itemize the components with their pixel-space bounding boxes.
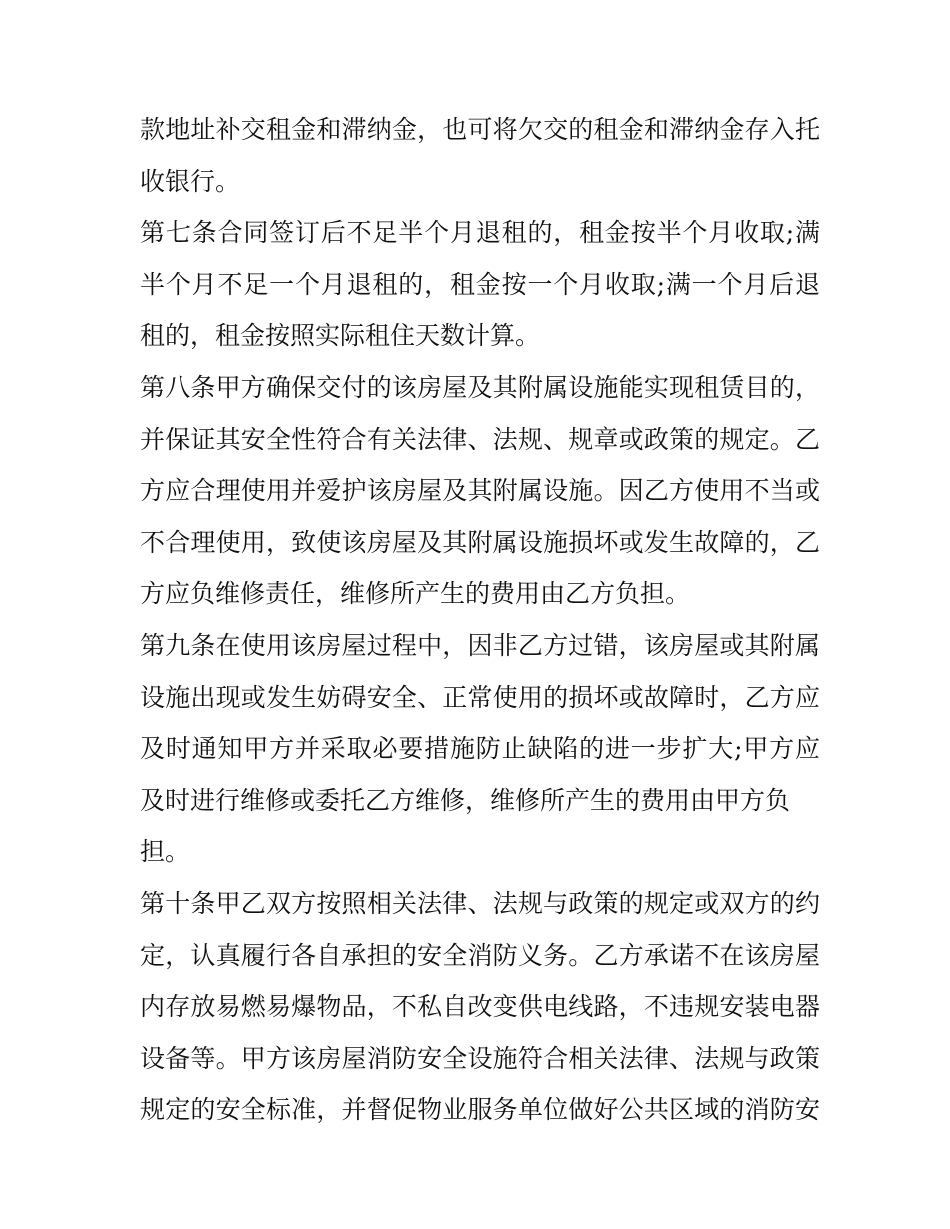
text-line: 及时进行维修或委托乙方维修，维修所产生的费用由甲方负 — [140, 785, 791, 815]
text-line: 收银行。 — [140, 166, 241, 196]
text-line: 内存放易燃易爆物品，不私自改变供电线路，不违规安装电器 — [140, 992, 820, 1022]
text-line: 设备等。甲方该房屋消防安全设施符合相关法律、法规与政策 — [140, 1043, 820, 1073]
text-line: 担。 — [140, 837, 191, 867]
text-line: 第七条合同签订后不足半个月退租的，租金按半个月收取;满 — [140, 218, 820, 248]
text-line: 及时通知甲方并采取必要措施防止缺陷的进一步扩大;甲方应 — [140, 734, 820, 764]
text-line: 租的，租金按照实际租住天数计算。 — [140, 321, 541, 351]
text-line: 第九条在使用该房屋过程中，因非乙方过错，该房屋或其附属 — [140, 630, 820, 660]
text-line: 方应负维修责任，维修所产生的费用由乙方负担。 — [140, 579, 691, 609]
text-line: 款地址补交租金和滞纳金，也可将欠交的租金和滞纳金存入托 — [140, 115, 820, 144]
text-line: 第十条甲乙双方按照相关法律、法规与政策的规定或双方的约 — [140, 888, 820, 918]
text-line: 规定的安全标准，并督促物业服务单位做好公共区域的消防安 — [140, 1095, 820, 1125]
text-line: 定，认真履行各自承担的安全消防义务。乙方承诺不在该房屋 — [140, 940, 820, 970]
text-line: 第八条甲方确保交付的该房屋及其附属设施能实现租赁目的， — [140, 372, 820, 402]
text-line: 方应合理使用并爱护该房屋及其附属设施。因乙方使用不当或 — [140, 476, 820, 506]
text-line: 设施出现或发生妨碍安全、正常使用的损坏或故障时，乙方应 — [140, 682, 820, 712]
text-line: 半个月不足一个月退租的，租金按一个月收取;满一个月后退 — [140, 269, 820, 299]
text-line: 不合理使用，致使该房屋及其附属设施损坏或发生故障的，乙 — [140, 527, 820, 557]
text-line: 并保证其安全性符合有关法律、法规、规章或政策的规定。乙 — [140, 424, 820, 454]
contract-text — [140, 104, 820, 1136]
